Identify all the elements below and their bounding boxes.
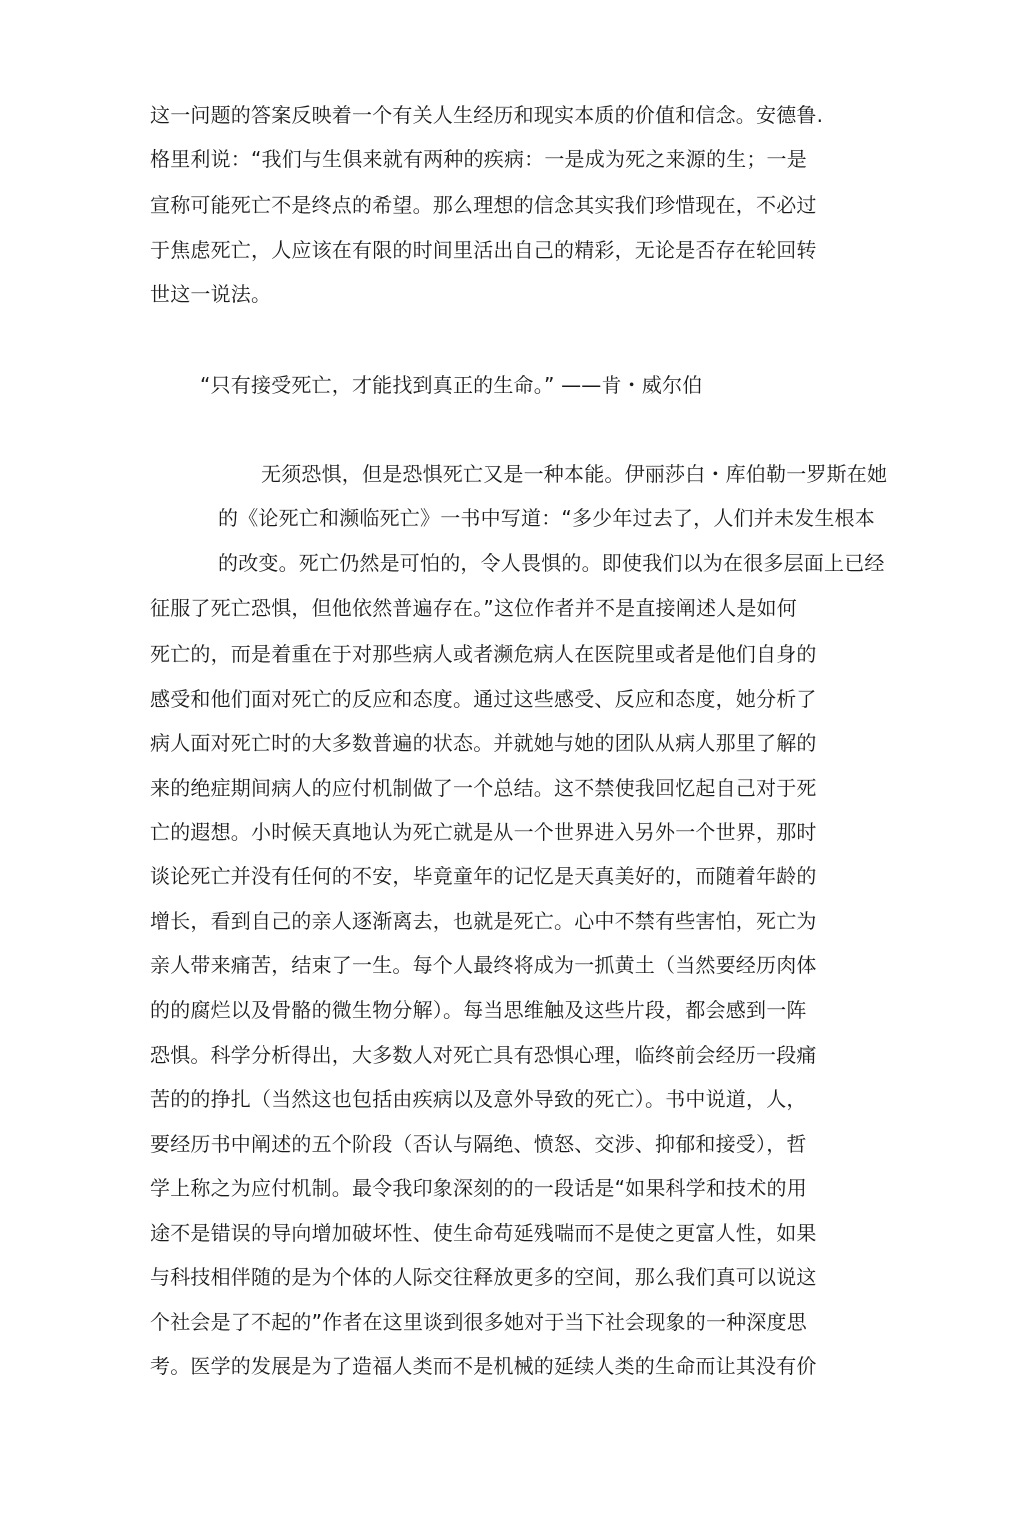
paragraph1-line: 宣称可能死亡不是终点的希望。那么理想的信念其实我们珍惜现在，不必过: [150, 193, 817, 217]
paragraph1-line: 这一问题的答案反映着一个有关人生经历和现实本质的价值和信念。安德鲁.: [150, 103, 824, 127]
paragraph2-line: 死亡的，而是着重在于对那些病人或者濒危病人在医院里或者是他们自身的: [150, 642, 817, 666]
paragraph2-line: 的改变。死亡仍然是可怕的，令人畏惧的。即使我们以为在很多层面上已经: [218, 551, 885, 575]
paragraph1-line: 格里利说：“我们与生俱来就有两种的疾病：一是成为死之来源的生；一是: [150, 147, 807, 171]
paragraph2-line: 恐惧。科学分析得出，大多数人对死亡具有恐惧心理，临终前会经历一段痛: [150, 1043, 817, 1067]
paragraph2-line: 亡的遐想。小时候天真地认为死亡就是从一个世界进入另外一个世界，那时: [150, 820, 817, 844]
paragraph2-line: 亲人带来痛苦，结束了一生。每个人最终将成为一抓黄土（当然要经历肉体: [150, 953, 817, 977]
paragraph2-line: 谈论死亡并没有任何的不安，毕竟童年的记忆是天真美好的，而随着年龄的: [150, 864, 817, 888]
paragraph2-line: 途不是错误的导向增加破坏性、使生命苟延残喘而不是使之更富人性，如果: [150, 1221, 817, 1245]
paragraph2-line: 与科技相伴随的是为个体的人际交往释放更多的空间，那么我们真可以说这: [150, 1265, 817, 1289]
paragraph2-line: 的《论死亡和濒临死亡》一书中写道：“多少年过去了，人们并未发生根本: [218, 506, 875, 530]
paragraph2-line: 个社会是了不起的”作者在这里谈到很多她对于当下社会现象的一种深度思: [150, 1310, 807, 1334]
paragraph2-line: 苦的的挣扎（当然这也包括由疾病以及意外导致的死亡）。书中说道，人，: [150, 1087, 807, 1111]
paragraph2-line: 学上称之为应付机制。最令我印象深刻的的一段话是“如果科学和技术的用: [150, 1176, 807, 1200]
paragraph2-line: 要经历书中阐述的五个阶段（否认与隔绝、愤怒、交涉、抑郁和接受），哲: [150, 1132, 807, 1156]
paragraph2-line: 的的腐烂以及骨骼的微生物分解）。每当思维触及这些片段，都会感到一阵: [150, 998, 807, 1022]
paragraph1-line: 于焦虑死亡，人应该在有限的时间里活出自己的精彩，无论是否存在轮回转: [150, 238, 817, 262]
paragraph2-line: 来的绝症期间病人的应付机制做了一个总结。这不禁使我回忆起自己对于死: [150, 776, 817, 800]
paragraph2-line: 征服了死亡恐惧，但他依然普遍存在。”这位作者并不是直接阐述人是如何: [150, 596, 797, 620]
paragraph2-line: 病人面对死亡时的大多数普遍的状态。并就她与她的团队从病人那里了解的: [150, 731, 817, 755]
paragraph1-line: 世这一说法。: [150, 282, 272, 306]
paragraph2-line: 增长，看到自己的亲人逐渐离去，也就是死亡。心中不禁有些害怕，死亡为: [150, 909, 817, 933]
paragraph2-line: 感受和他们面对死亡的反应和态度。通过这些感受、反应和态度，她分析了: [150, 687, 817, 711]
quote-line: “只有接受死亡，才能找到真正的生命。” ——肯・威尔伯: [200, 373, 703, 397]
paragraph2-line: 考。医学的发展是为了造福人类而不是机械的延续人类的生命而让其没有价: [150, 1354, 817, 1378]
paragraph2-line: 无须恐惧，但是恐惧死亡又是一种本能。伊丽莎白・库伯勒一罗斯在她: [261, 462, 888, 486]
